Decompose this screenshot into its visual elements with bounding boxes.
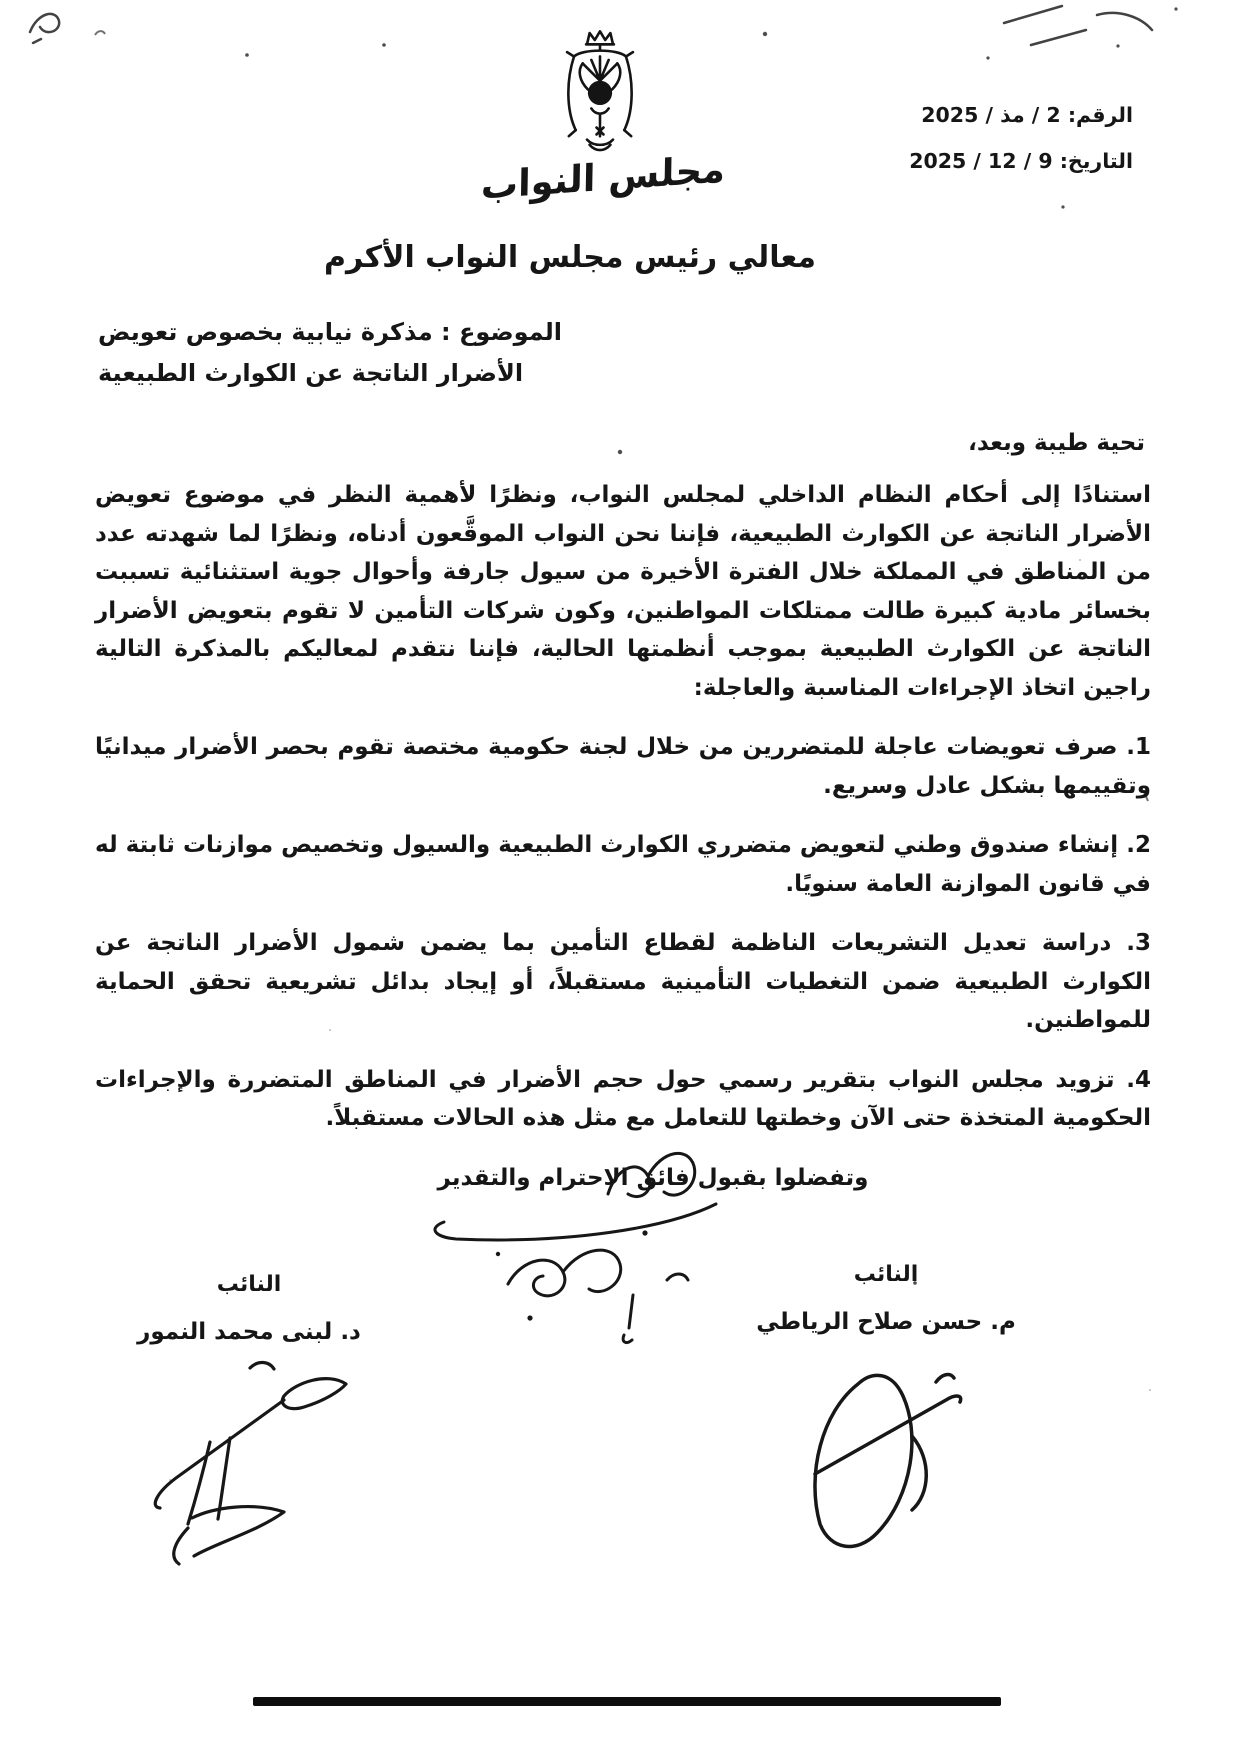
greeting-line: تحية طيبة وبعد،: [968, 430, 1145, 456]
jordan-coat-of-arms-icon: [548, 26, 652, 158]
deputy-name-right: م. حسن صلاح الرياطي: [756, 1309, 1016, 1335]
memo-item-1: 1. صرف تعويضات عاجلة للمتضررين من خلال لجنة حكومية مختصة تقوم بحصر الأضرار ميدانيًا وتقييمها بشكل عادل وسريع.: [95, 734, 1151, 799]
ref-number: [845, 100, 1133, 130]
subject-line-1: [98, 312, 678, 353]
memo-item-2: 2. إنشاء صندوق وطني لتعويض متضرري الكوارث الطبيعية والسيول وتخصيص موازنات ثابتة له في قانون الموازنة العامة سنويًا.: [95, 832, 1151, 897]
closing-salutation: وتفضلوا بقبول فائق الاحترام والتقدير: [437, 1164, 869, 1191]
ref-date-value: 9 / 12 / 2025: [909, 149, 1053, 173]
deputy-role-label-right: النائب: [853, 1262, 919, 1287]
body-intro-paragraph: استنادًا إلى أحكام النظام الداخلي لمجلس النواب، ونظرًا لأهمية النظر في موضوع تعويض الأضرار الناتجة عن الكوارث الطبيعية، فإننا نحن النواب الموقَّعون أدناه، ونظرًا لما شهدته عدد من المناطق في المملكة خلال الفترة الأخيرة من سيول جارفة وأحوال جوية استثنائية تسببت بخسائر مادية كبيرة طالت ممتلكات المواطنين، وكون شركات التأمين لا تقوم بتعويض الأضرار الناتجة عن الكوارث الطبيعية بموجب أنظمتها الحالية، فإننا نتقدم لمعاليكم بالمذكرة التالية راجين اتخاذ الإجراءات المناسبة والعاجلة:: [95, 482, 1151, 701]
handwritten-signature-middle-icon: [412, 1132, 742, 1367]
ref-date-label: التاريخ:: [1059, 149, 1133, 173]
reference-block: [845, 100, 1133, 176]
signature-block-left: [118, 1272, 380, 1345]
memo-item-4: 4. تزويد مجلس النواب بتقرير رسمي حول حجم الأضرار في المناطق المتضررة والإجراءات الحكومية المتخذة حتى الآن وخطتها للتعامل مع مثل هذه الحالات مستقبلاً.: [95, 1066, 1151, 1131]
subject-text-1: مذكرة نيابية بخصوص تعويض: [98, 318, 433, 346]
subject-label: الموضوع :: [441, 318, 563, 346]
memo-item-3: 3. دراسة تعديل التشريعات الناظمة لقطاع التأمين بما يضمن شمول الأضرار الناتجة عن الكوارث الطبيعية ضمن التغطيات التأمينية مستقبلاً، أو إيجاد بدائل تشريعية تحقق الحماية للمواطنين.: [95, 930, 1151, 1033]
deputy-name-left: د. لبنى محمد النمور: [137, 1319, 361, 1345]
handwritten-signature-left-icon: [132, 1356, 372, 1566]
letter-title: معالي رئيس مجلس النواب الأكرم: [324, 240, 816, 275]
org-name-text: مجلس النواب: [480, 147, 726, 208]
ref-number-value: 2 / مذ / 2025: [921, 103, 1061, 127]
letter-body: [95, 476, 1151, 1197]
ref-number-label: الرقم:: [1067, 103, 1133, 127]
deputy-role-label-left: النائب: [216, 1272, 282, 1297]
signature-block-right: [740, 1262, 1032, 1335]
handwritten-signature-right-icon: [760, 1342, 1000, 1562]
ref-date: [845, 146, 1133, 176]
bottom-scan-rule: [253, 1697, 1001, 1706]
subject-line-2: الأضرار الناتجة عن الكوارث الطبيعية: [98, 359, 524, 387]
subject-block: [98, 312, 678, 394]
